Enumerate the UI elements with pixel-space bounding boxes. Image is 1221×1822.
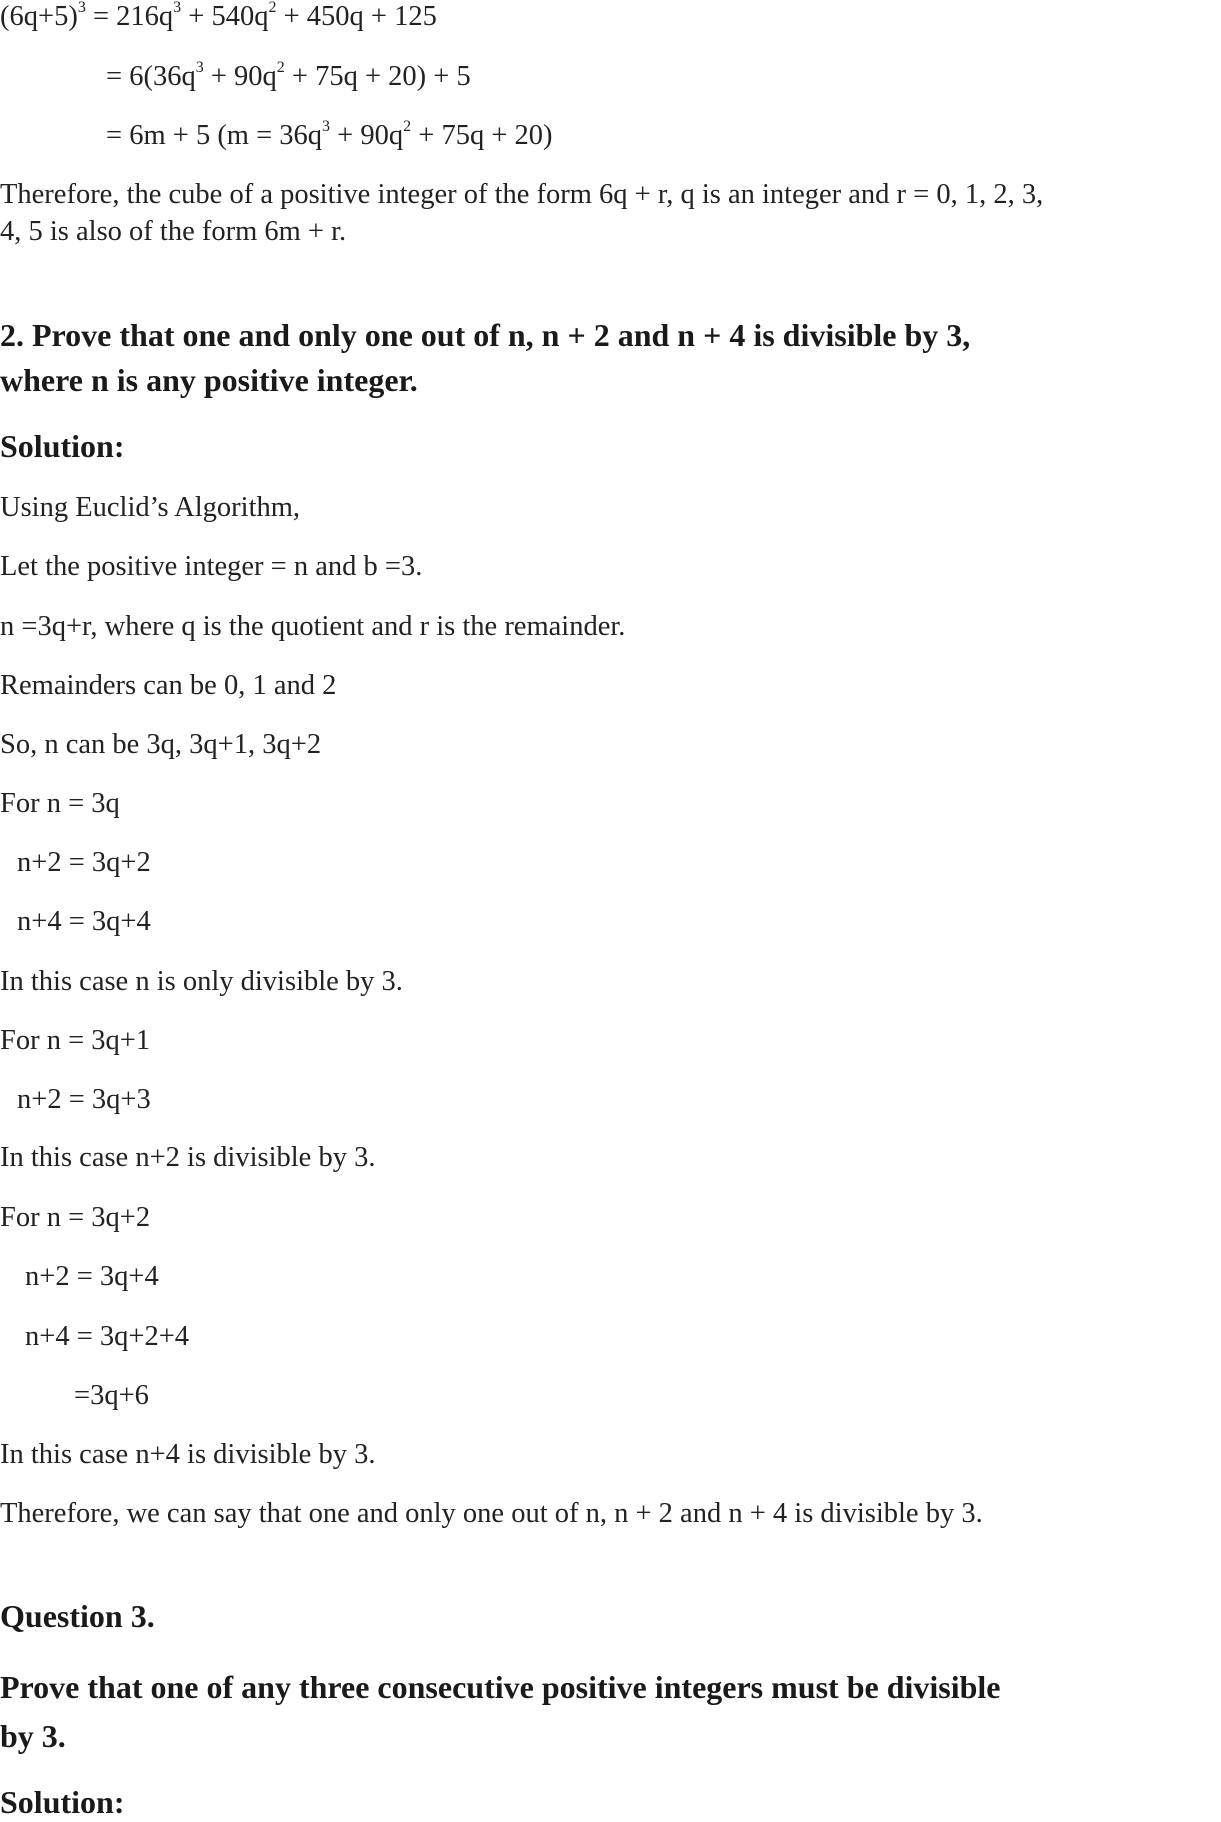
eq-part: + 90q bbox=[203, 61, 277, 92]
solution-line: Remainders can be 0, 1 and 2 bbox=[0, 670, 337, 701]
exponent: 3 bbox=[322, 118, 331, 135]
question-2-title: where n is any positive integer. bbox=[0, 362, 418, 398]
solution-line: For n = 3q+1 bbox=[0, 1025, 151, 1056]
question-2-title: 2. Prove that one and only one out of n, n + 2 and n + 4 is divisible by 3, bbox=[0, 317, 971, 353]
exponent: 3 bbox=[77, 0, 86, 16]
exponent: 2 bbox=[276, 59, 285, 76]
eq-part: = 6m + 5 (m = 36q bbox=[106, 120, 323, 151]
exponent: 2 bbox=[268, 0, 277, 16]
solution-line: In this case n+4 is divisible by 3. bbox=[0, 1439, 376, 1470]
eq-part: + 90q bbox=[330, 120, 404, 151]
solution-line: In this case n+2 is divisible by 3. bbox=[0, 1142, 376, 1173]
solution-line: Let the positive integer = n and b =3. bbox=[0, 551, 423, 582]
solution-line: n =3q+r, where q is the quotient and r is the remainder. bbox=[0, 611, 626, 642]
solution-line: For n = 3q bbox=[0, 788, 120, 819]
solution-line: Using Euclid’s Algorithm, bbox=[0, 492, 301, 523]
question-3-title: by 3. bbox=[0, 1718, 66, 1754]
solution-line: Therefore, we can say that one and only one out of n, n + 2 and n + 4 is divisible by 3. bbox=[0, 1498, 983, 1529]
eq-part: + 450q + 125 bbox=[276, 1, 437, 32]
exponent: 2 bbox=[403, 118, 412, 135]
exponent: 3 bbox=[173, 0, 182, 16]
eq-part: = 216q bbox=[85, 1, 174, 32]
eq-part: + 75q + 20) + 5 bbox=[284, 61, 471, 92]
equation-line-2 bbox=[106, 60, 471, 94]
eq-part: = 6(36q bbox=[106, 61, 196, 92]
exponent: 3 bbox=[195, 59, 204, 76]
solution-line: n+2 = 3q+3 bbox=[17, 1084, 151, 1115]
question-3-title: Prove that one of any three consecutive positive integers must be divisible bbox=[0, 1669, 1001, 1705]
solution-label: Solution: bbox=[0, 1784, 125, 1820]
eq-part: + 540q bbox=[181, 1, 269, 32]
solution-label: Solution: bbox=[0, 428, 125, 464]
conclusion-line: 4, 5 is also of the form 6m + r. bbox=[0, 216, 347, 247]
question-3-heading: Question 3. bbox=[0, 1598, 155, 1634]
eq-part: (6q+5) bbox=[0, 1, 78, 32]
solution-line: n+4 = 3q+4 bbox=[17, 906, 151, 937]
solution-line: n+2 = 3q+4 bbox=[25, 1261, 159, 1292]
solution-line: n+2 = 3q+2 bbox=[17, 847, 151, 878]
equation-line-3 bbox=[106, 119, 553, 153]
solution-line: In this case n is only divisible by 3. bbox=[0, 966, 403, 997]
solution-line: =3q+6 bbox=[74, 1380, 149, 1411]
solution-line: n+4 = 3q+2+4 bbox=[25, 1321, 190, 1352]
conclusion-line: Therefore, the cube of a positive integer of the form 6q + r, q is an integer and r = 0, 1, 2, 3, bbox=[0, 179, 1044, 210]
solution-line: So, n can be 3q, 3q+1, 3q+2 bbox=[0, 729, 322, 760]
equation-line-1 bbox=[0, 0, 437, 34]
eq-part: + 75q + 20) bbox=[411, 120, 553, 151]
solution-line: For n = 3q+2 bbox=[0, 1202, 151, 1233]
